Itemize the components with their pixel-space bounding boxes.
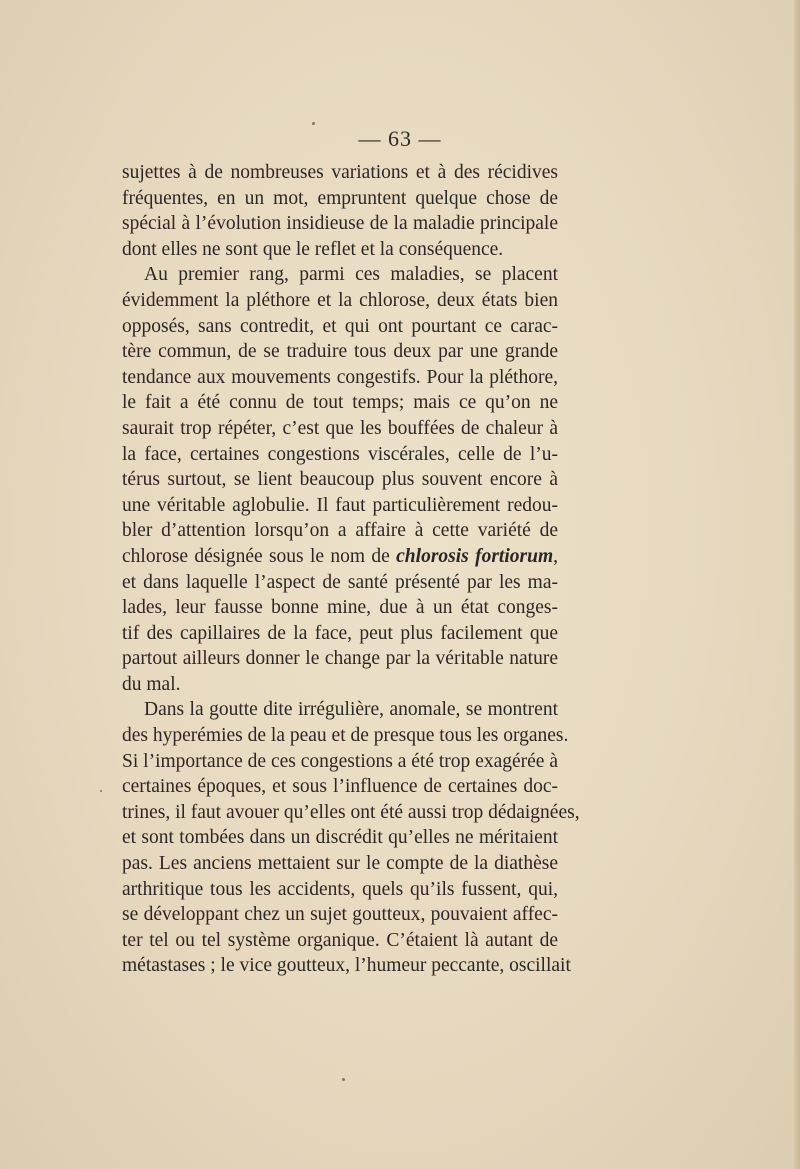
text-segment: , [553,545,558,567]
text-line: Dans la goutte dite irrégulière, anomale, se montrent [144,699,558,721]
page-edge [794,0,800,1169]
ink-speck [100,790,102,792]
text-line: des hyperémies de la peau et de presque tous les organes. [122,725,569,747]
text-line: pas. Les anciens mettaient sur le compte de la diathèse [122,853,558,875]
text-line: opposés, sans contredit, et qui ont pourtant ce carac- [122,315,558,337]
text-line: ter tel ou tel système organique. C’étaient là autant de [122,929,558,951]
text-line: dont elles ne sont que le reflet et la conséquence. [122,238,504,260]
text-line: sujettes à de nombreuses variations et à des récidives [122,162,558,183]
text-line: se développant chez un sujet goutteux, pouvaient affec- [122,904,558,926]
text-line: Si l’importance de ces congestions a été trop exagérée à [122,750,558,772]
text-line: térus surtout, se lient beaucoup plus souvent encore à [122,469,558,491]
text-line: tendance aux mouvements congestifs. Pour la pléthore, [122,366,558,388]
text-line: lades, leur fausse bonne mine, due à un état conges- [122,597,558,619]
text-line: la face, certaines congestions viscérales, celle de l’u- [122,443,558,465]
italic-term: chlorosis fortiorum [396,545,554,567]
text-line: une véritable aglobulie. Il faut particulièrement redou- [122,494,558,516]
text-line: trines, il faut avouer qu’elles ont été aussi trop dédaignées, [122,801,580,823]
text-line: bler d’attention lorsqu’on a affaire à cette variété de [122,520,558,542]
text-line: du mal. [122,673,181,695]
text-line: le fait a été connu de tout temps; mais ce qu’on ne [122,392,558,414]
text-line: saurait trop répéter, c’est que les bouffées de chaleur à [122,417,558,439]
ink-speck [342,1078,345,1081]
text-line: et dans laquelle l’aspect de santé présenté par les ma- [122,571,558,593]
text-segment: chlorose désignée sous le nom de [122,545,397,567]
text-line: tère commun, de se traduire tous deux par une grande [122,341,558,363]
text-line: spécial à l’évolution insidieuse de la maladie principale [122,213,558,235]
text-line: évidemment la pléthore et la chlorose, deux états bien [122,289,558,311]
text-line: arthritique tous les accidents, quels qu’ils fussent, qui, [122,878,558,900]
text-line: fréquentes, en un mot, empruntent quelque chose de [122,187,558,209]
page-number: — 63 — [358,126,442,151]
text-line: certaines époques, et sous l’influence de certaines doc- [122,776,558,798]
text-line: Au premier rang, parmi ces maladies, se placent [144,264,558,286]
text-line: tif des capillaires de la face, peut plus facilement que [122,622,558,644]
text-line: et sont tombées dans un discrédit qu’elles ne méritaient [122,827,558,849]
text-line: partout ailleurs donner le change par la véritable nature [122,648,558,670]
text-line [122,544,558,570]
body-text [122,160,580,979]
ink-speck [312,122,315,125]
text-line: métastases ; le vice goutteux, l’humeur peccante, oscillait [122,955,571,977]
